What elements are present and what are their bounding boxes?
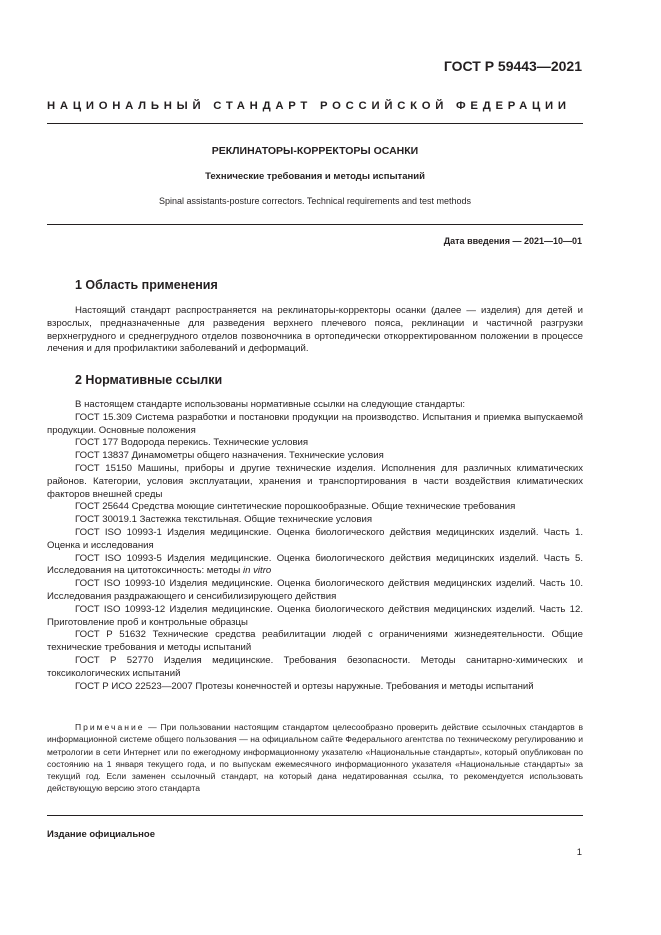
official-edition-label: Издание официальное	[47, 829, 155, 840]
reference-item: ГОСТ 15.309 Система разработки и постановки продукции на производство. Испытания и приемка выпускаемой продукции. Основные положения	[47, 411, 583, 436]
note-paragraph	[47, 721, 583, 795]
document-title: РЕКЛИНАТОРЫ-КОРРЕКТОРЫ ОСАНКИ	[211, 145, 419, 157]
section-1-paragraph: Настоящий стандарт распространяется на реклинаторы-корректоры осанки (далее — изделия) для детей и взрослых, предназначенные для разведения верхнего плечевого пояса, реклинации и частичной разгрузки верхнегрудного и среднегрудного отделов позвоночника в ортопедически откорректированном положении в процессе лечения и для профилактики заболеваний и деформаций.	[47, 305, 583, 355]
normative-references	[47, 399, 583, 693]
title-rule	[47, 224, 583, 225]
reference-italic: in vitro	[242, 565, 272, 577]
english-title: Spinal assistants-posture correctors. Technical requirements and test methods	[159, 196, 471, 206]
note-block	[47, 721, 583, 795]
reference-item: ГОСТ ISO 10993-1 Изделия медицинские. Оценка биологического действия медицинских изделий. Часть 1. Оценка и исследования	[47, 526, 583, 551]
reference-item	[47, 553, 583, 579]
reference-item: ГОСТ Р 52770 Изделия медицинские. Требования безопасности. Методы санитарно-химических и токсикологических испытаний	[47, 654, 583, 679]
header-rule	[47, 123, 583, 124]
reference-item: ГОСТ 15150 Машины, приборы и другие технические изделия. Исполнения для различных климатических районов. Категории, условия эксплуатации, хранения и транспортирования в части воздействия климатических факторов внешней среды	[47, 462, 583, 500]
note-text: При пользовании настоящим стандартом целесообразно проверить действие ссылочных стандартов в информационной системе общего пользования — на официальном сайте Федерального агентства по техническому регулированию и метрологии в сети Интернет или по ежегодному информационному указателю «Национальные стандарты», который опубликован по состоянию на 1 января текущего года, и по выпускам ежемесячного информационного указателя «Национальные стандарты» за текущий год. Если заменен ссылочный стандарт, на который дана недатированная ссылка, то рекомендуется использовать действующую версию этого стандарта	[47, 722, 583, 794]
date-introduced: Дата введения — 2021—10—01	[443, 236, 582, 246]
reference-item: ГОСТ 13837 Динамометры общего назначения. Технические условия	[75, 450, 384, 462]
section-1-body	[47, 305, 583, 356]
document-subtitle: Технические требования и методы испытаний	[205, 171, 425, 182]
standard-code: ГОСТ Р 59443—2021	[443, 58, 582, 74]
national-standard-heading: НАЦИОНАЛЬНЫЙ СТАНДАРТ РОССИЙСКОЙ ФЕДЕРАЦИИ	[47, 100, 571, 112]
page-number: 1	[576, 847, 582, 858]
reference-item: ГОСТ ISO 10993-10 Изделия медицинские. Оценка биологического действия медицинских изделий. Часть 10. Исследования раздражающего и сенсибилизирующего действия	[47, 578, 583, 602]
reference-item: ГОСТ Р 51632 Технические средства реабилитации людей с ограничениями жизнедеятельности. Общие технические требования и методы испытаний	[47, 629, 583, 654]
reference-item: ГОСТ 30019.1 Застежка текстильная. Общие технические условия	[75, 514, 373, 526]
references-intro: В настоящем стандарте использованы нормативные ссылки на следующие стандарты:	[75, 399, 466, 410]
reference-item: ГОСТ Р ИСО 22523—2007 Протезы конечностей и ортезы наружные. Требования и методы испытаний	[75, 680, 534, 692]
section-2-heading: 2 Нормативные ссылки	[75, 373, 223, 387]
footer-rule	[47, 815, 583, 816]
reference-item: ГОСТ 177 Водорода перекись. Технические условия	[75, 437, 309, 449]
note-label: Примечание	[75, 722, 145, 732]
note-dash: —	[144, 722, 161, 732]
reference-item: ГОСТ 25644 Средства моющие синтетические порошкообразные. Общие технические требования	[75, 501, 516, 513]
section-1-heading: 1 Область применения	[75, 278, 218, 292]
reference-text: ГОСТ ISO 10993-5 Изделия медицинские. Оценка биологического действия медицинских изделий. Часть 5. Исследования на цитотоксичность: методы	[47, 552, 583, 577]
reference-item: ГОСТ ISO 10993-12 Изделия медицинские. Оценка биологического действия медицинских изделий. Часть 12. Приготовление проб и контрольные образцы	[47, 603, 583, 628]
